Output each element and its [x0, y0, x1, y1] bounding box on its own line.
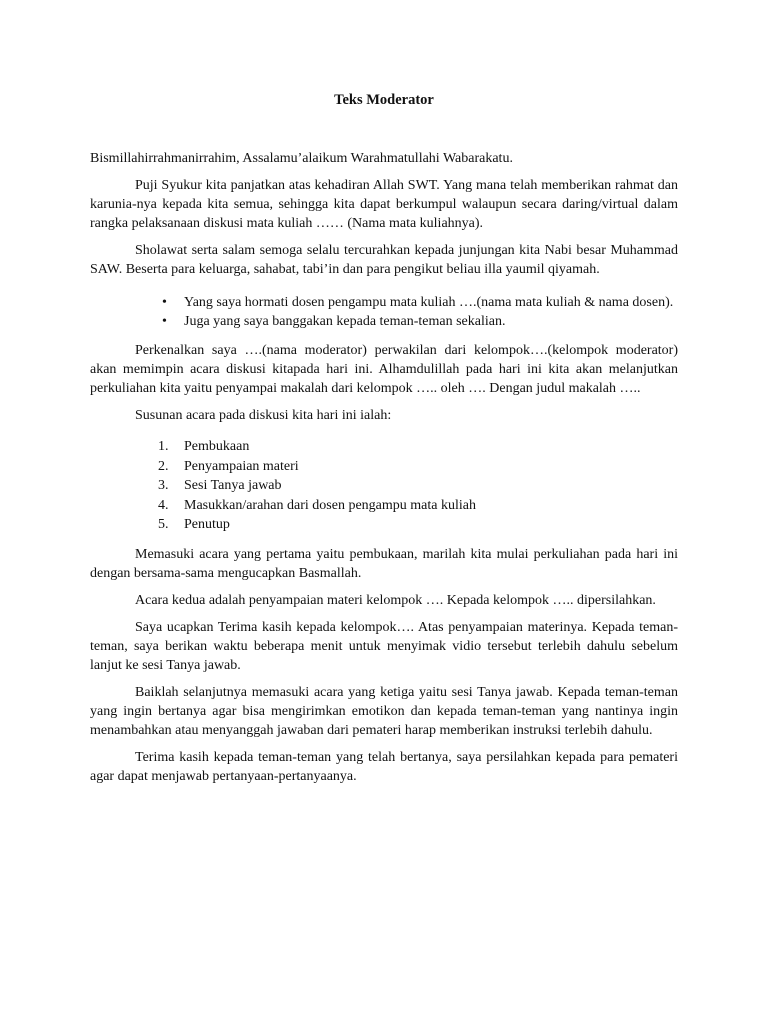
agenda-item — [158, 437, 678, 457]
agenda-item — [158, 515, 678, 535]
agenda-text: Masukkan/arahan dari dosen pengampu mata kuliah — [184, 497, 476, 513]
paragraph-qa-session: Baiklah selanjutnya memasuki acara yang ketiga yaitu sesi Tanya jawab. Kepada teman-teman yang ingin bertanya agar bisa mengirimkan emotikon dan kepada teman-teman yang nantinya ingin menambahkan atau menyanggah jawaban dari pemateri harap memberikan instruksi terlebih dahulu. — [90, 684, 678, 738]
greeting-paragraph: Bismillahirrahmanirrahim, Assalamu’alaikum Warahmatullahi Wabarakatu. — [90, 151, 513, 166]
agenda-list — [90, 437, 678, 535]
agenda-item — [158, 476, 678, 496]
bullet-item — [162, 293, 678, 312]
agenda-text: Sesi Tanya jawab — [184, 478, 282, 493]
paragraph-thanks-presenter: Saya ucapkan Terima kasih kepada kelompok…. Atas penyampaian materinya. Kepada teman-teman, saya berikan waktu beberapa menit untuk menyimak vidio tersebut terlebih dahulu sebelum lanjut ke sesi Tanya jawab. — [90, 619, 678, 673]
agenda-text: Penyampaian materi — [184, 458, 299, 474]
agenda-number: 2. — [158, 458, 169, 474]
agenda-item — [158, 496, 678, 516]
document-title: Teks Moderator — [334, 92, 434, 108]
bullet-icon: • — [162, 314, 167, 329]
bullet-text: Yang saya hormati dosen pengampu mata kuliah ….(nama mata kuliah & nama dosen). — [184, 295, 674, 310]
greeting-bullet-list — [90, 293, 678, 331]
bullet-text: Juga yang saya banggakan kepada teman-teman sekalian. — [184, 314, 506, 329]
agenda-text: Penutup — [184, 517, 230, 532]
paragraph-introduction: Perkenalkan saya ….(nama moderator) perwakilan dari kelompok….(kelompok moderator) akan memimpin acara diskusi kitapada hari ini. Alhamdulillah pada hari ini kita akan melanjutkan perkuliahan kita yaitu penyampai makalah dari kelompok ….. oleh …. Dengan judul makalah ….. — [90, 343, 678, 396]
agenda-item — [158, 457, 678, 477]
agenda-number: 5. — [158, 517, 169, 532]
agenda-number: 3. — [158, 478, 169, 493]
agenda-text: Pembukaan — [184, 439, 250, 454]
paragraph-sholawat: Sholawat serta salam semoga selalu tercurahkan kepada junjungan kita Nabi besar Muhammad SAW. Beserta para keluarga, sahabat, tabi’in dan para pengikut beliau illa yaumil qiyamah. — [90, 243, 678, 277]
paragraph-opening: Memasuki acara yang pertama yaitu pembukaan, marilah kita mulai perkuliahan pada hari ini dengan bersama-sama mengucapkan Basmallah. — [90, 546, 678, 581]
bullet-icon: • — [162, 295, 167, 310]
agenda-number: 4. — [158, 497, 169, 513]
paragraph-second-event: Acara kedua adalah penyampaian materi kelompok …. Kepada kelompok ….. dipersilahkan. — [135, 592, 656, 608]
agenda-number: 1. — [158, 439, 169, 454]
paragraph-agenda-intro: Susunan acara pada diskusi kita hari ini ialah: — [135, 408, 392, 423]
bullet-item — [162, 312, 678, 331]
paragraph-gratitude: Puji Syukur kita panjatkan atas kehadiran Allah SWT. Yang mana telah memberikan rahmat dan karunia-nya kepada kita semua, sehingga kita dapat berkumpul walaupun secara daring/virtual dalam rangka pelaksanaan diskusi mata kuliah …… (Nama mata kuliahnya). — [90, 178, 678, 231]
paragraph-thanks-questions: Terima kasih kepada teman-teman yang telah bertanya, saya persilahkan kepada para pemateri agar dapat menjawab pertanyaan-pertanyaanya. — [90, 749, 678, 784]
